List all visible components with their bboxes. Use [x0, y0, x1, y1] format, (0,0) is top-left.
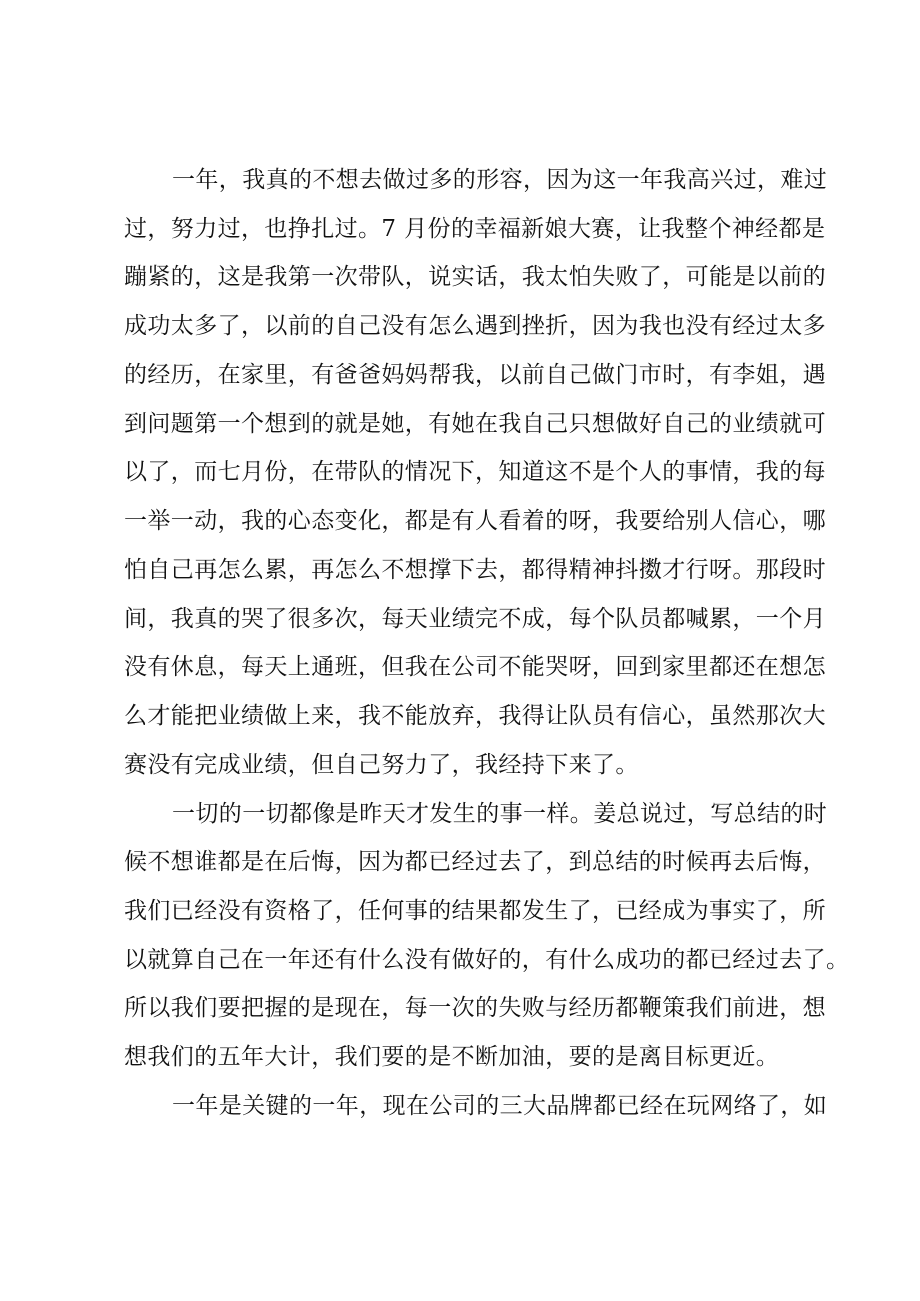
paragraph-1-line-1: 一年，我真的不想去做过多的形容，因为这一年我高兴过，难过: [172, 167, 828, 193]
paragraph-1-line-4: 成功太多了，以前的自己没有怎么遇到挫折，因为我也没有经过太多: [124, 313, 826, 339]
paragraph-2-line-5: 所以我们要把握的是现在，每一次的失败与经历都鞭策我们前进，想: [124, 995, 826, 1021]
paragraph-1-line-11: 没有休息，每天上通班，但我在公司不能哭呀，回到家里都还在想怎: [124, 654, 826, 680]
paragraph-3-line-1: 一年是关键的一年，现在公司的三大品牌都已经在玩网络了，如: [172, 1093, 828, 1119]
paragraph-2-line-3: 我们已经没有资格了，任何事的结果都发生了，已经成为事实了，所: [124, 898, 826, 924]
paragraph-1-line-5: 的经历，在家里，有爸爸妈妈帮我，以前自己做门市时，有李姐，遇: [124, 362, 826, 388]
paragraph-1-line-8: 一举一动，我的心态变化，都是有人看着的呀，我要给别人信心，哪: [124, 508, 826, 534]
paragraph-2-line-1: 一切的一切都像是昨天才发生的事一样。姜总说过，写总结的时: [172, 801, 828, 827]
paragraph-1-line-12: 么才能把业绩做上来，我不能放弃，我得让队员有信心，虽然那次大: [124, 703, 826, 729]
paragraph-2-line-4: 以就算自己在一年还有什么没有做好的，有什么成功的都已经过去了。: [124, 947, 850, 973]
paragraph-1-line-7: 以了，而七月份，在带队的情况下，知道这不是个人的事情，我的每: [124, 459, 826, 485]
paragraph-1-line-2: 过，努力过，也挣扎过。7 月份的幸福新娘大赛，让我整个神经都是: [124, 216, 826, 242]
paragraph-2-line-6: 想我们的五年大计，我们要的是不断加油，要的是离目标更近。: [124, 1044, 780, 1070]
paragraph-1-line-10: 间，我真的哭了很多次，每天业绩完不成，每个队员都喊累，一个月: [124, 606, 826, 632]
paragraph-2-line-2: 候不想谁都是在后悔，因为都已经过去了，到总结的时候再去后悔，: [124, 849, 826, 875]
paragraph-1-line-13: 赛没有完成业绩，但自己努力了，我经持下来了。: [124, 752, 639, 778]
paragraph-1-line-9: 怕自己再怎么累，再怎么不想撑下去，都得精神抖擞才行呀。那段时: [124, 557, 826, 583]
paragraph-1-line-6: 到问题第一个想到的就是她，有她在我自己只想做好自己的业绩就可: [124, 411, 826, 437]
paragraph-1-line-3: 蹦紧的，这是我第一次带队，说实话，我太怕失败了，可能是以前的: [124, 264, 826, 290]
